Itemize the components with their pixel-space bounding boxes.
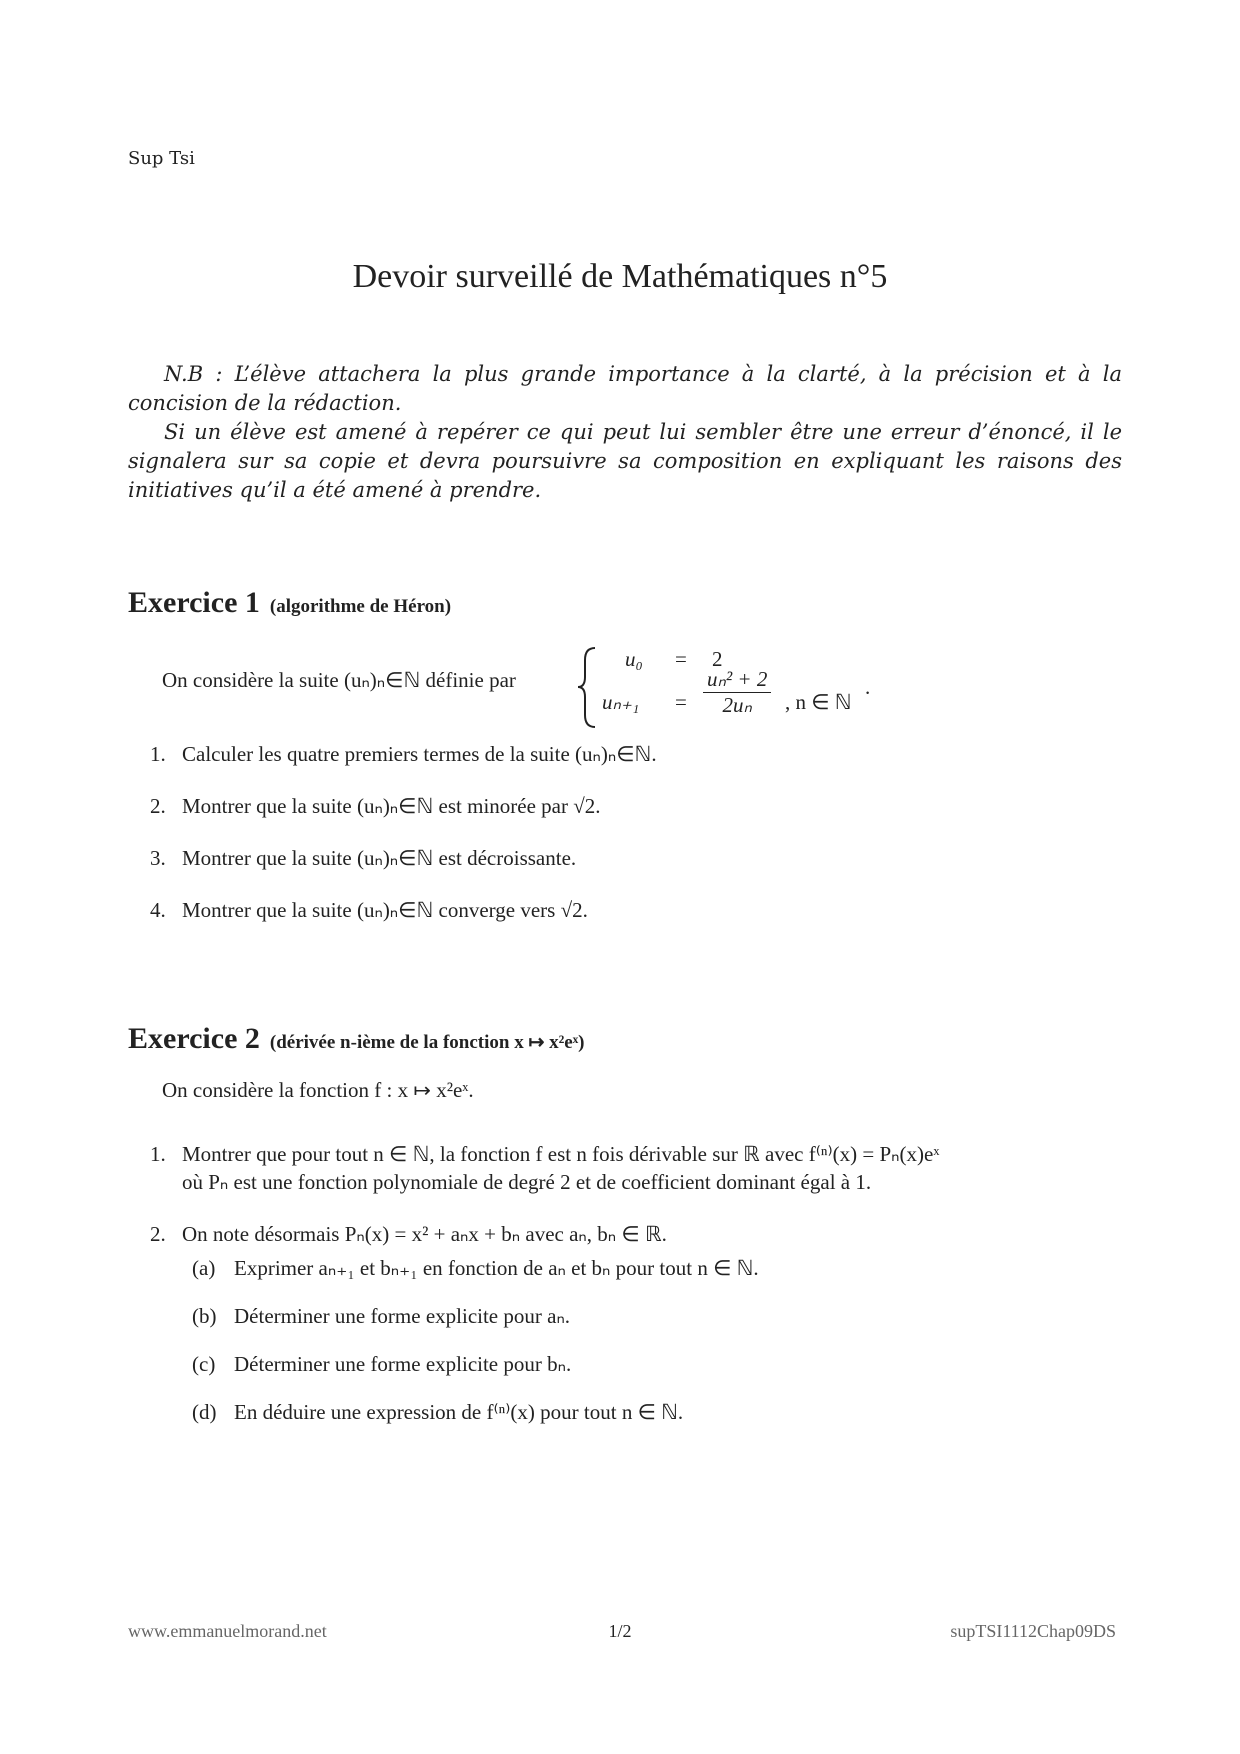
ex1-question-1: 1. Calculer les quatre premiers termes de la suite (uₙ)ₙ∈ℕ. (150, 742, 657, 766)
exercise-1-title: Exercice 1 (128, 586, 260, 619)
sys-numerator: uₙ² + 2 (703, 667, 771, 693)
footer-website: www.emmanuelmorand.net (128, 1621, 327, 1641)
footer-doc-id: supTSI1112Chap09DS (950, 1621, 1116, 1641)
ex1-question-3: 3. Montrer que la suite (uₙ)ₙ∈ℕ est décroissante. (150, 846, 577, 870)
ex2-question-2: 2. On note désormais Pₙ(x) = x² + aₙx + bₙ avec aₙ, bₙ ∈ ℝ. (150, 1222, 667, 1246)
sys-eq-1: = (675, 647, 687, 671)
exercise-1-subtitle: (algorithme de Héron) (269, 596, 452, 617)
sys-r1: 2 (712, 647, 723, 671)
sys-u0: u₀ (625, 647, 643, 671)
exercise-2-intro: On considère la fonction f : x ↦ x²eˣ. (162, 1078, 474, 1102)
sys-denominator: 2uₙ (722, 693, 752, 717)
nb-paragraph-1: N.B : L’élève attachera la plus grande importance à la clarté, à la précision et à la concision de la rédaction. (128, 362, 1122, 415)
footer-page-number: 1/2 (608, 1621, 632, 1641)
sys-condition: , n ∈ ℕ (785, 690, 852, 714)
exercise-2-heading (128, 1022, 585, 1056)
header-course: Sup Tsi (128, 148, 195, 169)
recurrence-system (575, 645, 875, 725)
sys-period: . (865, 675, 871, 699)
ex2-subquestion-a: (a) Exprimer aₙ₊₁ et bₙ₊₁ en fonction de aₙ et bₙ pour tout n ∈ ℕ. (192, 1256, 759, 1280)
sys-fraction (703, 667, 771, 718)
sys-un1: uₙ₊₁ (602, 690, 640, 714)
page-title: Devoir surveillé de Mathématiques n°5 (352, 258, 888, 295)
ex1-question-4: 4. Montrer que la suite (uₙ)ₙ∈ℕ converge vers √2. (150, 898, 588, 922)
ex1-question-2: 2. Montrer que la suite (uₙ)ₙ∈ℕ est minorée par √2. (150, 794, 601, 818)
nb-paragraph-2: Si un élève est amené à repérer ce qui peut lui sembler être une erreur d’énoncé, il le signalera sur sa copie et devra poursuivre sa composition en expliquant les raisons des initiatives qu’il a été amené à prendre. (128, 420, 1122, 502)
exercise-1-intro: On considère la suite (uₙ)ₙ∈ℕ définie par (162, 668, 516, 692)
ex2-question-1: 1. Montrer que pour tout n ∈ ℕ, la fonction f est n fois dérivable sur ℝ avec f⁽ⁿ⁾(x) = Pₙ(x)eˣ où Pₙ est une fonction polynomiale de degré 2 et de coefficient dominant égal à 1. (150, 1142, 940, 1194)
ex2-subquestion-d: (d) En déduire une expression de f⁽ⁿ⁾(x) pour tout n ∈ ℕ. (192, 1400, 684, 1424)
sys-eq-2: = (675, 690, 687, 714)
exercise-2-title: Exercice 2 (128, 1022, 260, 1055)
ex2-subquestion-c: (c) Déterminer une forme explicite pour bₙ. (192, 1352, 572, 1376)
exercise-2-subtitle: (dérivée n-ième de la fonction x ↦ x²eˣ) (269, 1032, 585, 1053)
nb-note (128, 360, 1122, 505)
exercise-1-heading (128, 586, 451, 620)
ex2-subquestion-b: (b) Déterminer une forme explicite pour aₙ. (192, 1304, 571, 1328)
left-brace-icon (575, 645, 599, 730)
